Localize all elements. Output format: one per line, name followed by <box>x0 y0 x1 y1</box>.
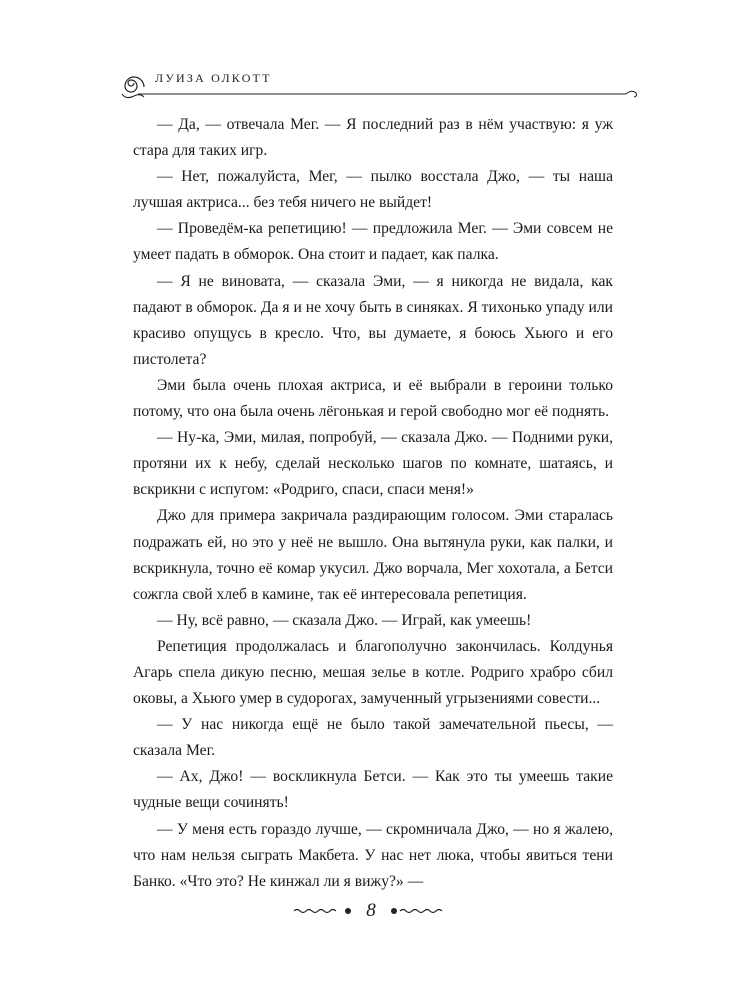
paragraph: — У нас никогда ещё не было такой замечательной пьесы, — сказала Мег. <box>133 716 613 760</box>
paragraph: — Проведём-ка репетицию! — предложила Мег. — Эми совсем не умеет падать в обморок. Она стоит и падает, как палка. <box>133 220 613 264</box>
flourish-ornament-icon <box>388 905 450 917</box>
book-author-title: ЛУИЗА ОЛКОТТ <box>155 71 272 85</box>
header-rule <box>118 88 638 100</box>
flourish-ornament-icon <box>292 905 354 917</box>
paragraph: — Ах, Джо! — воскликнула Бетси. — Как это ты умеешь такие чудные вещи сочинять! <box>133 768 613 812</box>
paragraph: — Ну-ка, Эми, милая, попробуй, — сказала Джо. — Подними руки, протяни их к небу, сделай несколько шагов по комнате, шатаясь, и вскрикни с испугом: «Родриго, спаси, спаси меня!» <box>133 429 613 499</box>
paragraph: — У меня есть гораздо лучше, — скромничала Джо, — но я жалею, что нам нельзя сыграть Макбета. У нас нет люка, чтобы явиться тени Банко. «Что это? Не кинжал ли я вижу?» — <box>133 820 613 890</box>
paragraph: — Нет, пожалуйста, Мег, — пылко восстала Джо, — ты наша лучшая актриса... без тебя ничего не выйдет! <box>133 168 613 212</box>
body-text <box>133 112 613 895</box>
running-header <box>118 66 638 106</box>
paragraph: Джо для примера закричала раздирающим голосом. Эми старалась подражать ей, но это у неё не вышло. Она вытянула руки, как палки, и вскрикнула, точно её комар укусил. Джо ворчала, Мег хохотала, а Бетси сожгла свой хлеб в камине, так её интересовала репетиция. <box>133 507 613 603</box>
paragraph: Репетиция продолжалась и благополучно закончилась. Колдунья Агарь спела дикую песню, мешая зелье в котле. Родриго храбро сбил оковы, а Хьюго умер в судорогах, замученный угрызениями совести... <box>133 637 613 708</box>
page-footer <box>0 900 742 930</box>
paragraph: — Я не виновата, — сказала Эми, — я никогда не видала, как падают в обморок. Да я и не хочу быть в синяках. Я тихонько упаду или красиво опущусь в кресло. Что, вы думаете, я боюсь Хьюго и его пистолета? <box>133 272 613 368</box>
paragraph: Эми была очень плохая актриса, и её выбрали в героини только потому, что она была очень лёгонькая и герой свободно мог её поднять. <box>133 376 613 421</box>
paragraph: — Да, — отвечала Мег. — Я последний раз в нём участвую: я уж стара для таких игр. <box>133 116 613 160</box>
paragraph: — Ну, всё равно, — сказала Джо. — Играй, как умеешь! <box>157 611 532 629</box>
page-number: 8 <box>366 900 376 921</box>
